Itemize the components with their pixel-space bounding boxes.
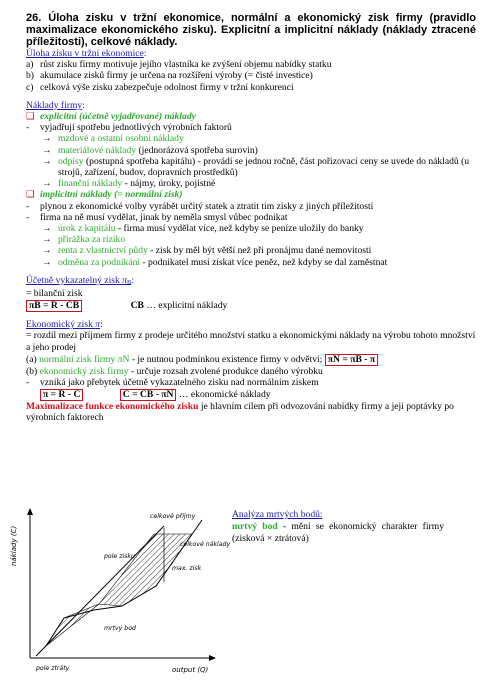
page-title: 26. Úloha zisku v tržní ekonomice, normální a ekonomický zisk firmy (pravidlo maximalizace ekonomického zisku). Explicitní a implicitní náklady (náklady ztracené příležitosti), celkové náklady. (26, 12, 476, 48)
breakeven-label: mrtvý bod (104, 625, 136, 632)
implicit-title: ❑ implicitní náklady (= normální zisk) (26, 189, 183, 201)
arrow-icon: → (42, 256, 52, 268)
list-item: → mzdové a ostatní osobní náklady (42, 133, 184, 145)
arrow-icon: → (42, 144, 52, 156)
breakeven-chart-svg (4, 506, 231, 678)
formula-box: π = R - C (40, 389, 83, 401)
arrow-icon: → (42, 155, 52, 167)
max-profit-label: max. zisk (172, 565, 202, 572)
uloha-section: Úloha zisku v tržní ekonomice: a) růst zisku firmy motivuje jejího vlastníka ke zvýšení objemu nabídky statku b) akumulace zisků firmy je určena na rozšíření výroby (= čisté investice) c) celková výše zisku zabezpečuje odolnost firmy v tržní konkurenci (26, 48, 476, 93)
uloha-item: b) akumulace zisků firmy je určena na rozšíření výroby (= čisté investice) (26, 70, 313, 82)
cost-label: celkové náklady (180, 541, 231, 548)
revenue-label: celkové příjmy (150, 513, 196, 520)
ucetni-section: Účetně vykazatelný zisk πB: = bilanční zisk πB = R - CB CB … explicitní náklady (26, 274, 228, 312)
loss-area-label: pole ztráty (36, 665, 70, 672)
uloha-heading: Úloha zisku v tržní ekonomice (26, 48, 144, 59)
uloha-item: c) celková výše zisku zabezpečuje odolnost firmy v tržní konkurenci (26, 81, 294, 93)
x-axis-label: output (Q) (172, 666, 209, 674)
arrow-icon: → (42, 133, 52, 145)
list-item: → renta z vlastnictví půdy - zisk by měl být větší než při pronájmu dané nemovitosti (42, 245, 372, 257)
analyza-section: Analýza mrtvých bodů: mrtvý bod - mění se ekonomický charakter firmy (zisková × ztrátová) (232, 509, 444, 544)
profit-area-label: pole zisku (104, 553, 135, 560)
document-page (26, 12, 476, 424)
ekon-section: Ekonomický zisk π: = rozdíl mezi příjmem firmy z prodeje určitého množství statku a ekonomickými náklady na výrobu tohoto množství a jeho prodej (a) normální zisk firmy πN - je nutnou podmínkou existence firmy v odvětví; πN = πB - π (b) ekonomický zisk firmy - určuje rozsah zvolené produkce daného výrobku - vzniká jako přebytek účetně vykazatelného zisku nad normálním ziskem π = R - C C = CB - πN … ekonomické náklady Maximalizace funkce ekonomického zisku je hlavním cílem při odvozování nabídky firmy a její poptávky po výrobních faktorech (26, 319, 476, 424)
uloha-item: a) růst zisku firmy motivuje jejího vlastníka ke zvýšení objemu nabídky statku (26, 59, 332, 71)
explicit-title: ❑ explicitní (účetně vyjadřované) náklady (26, 111, 196, 123)
ucetni-heading: Účetně vykazatelný zisk πB (26, 274, 132, 286)
list-item: → přirážka za riziko (42, 234, 126, 246)
checkbox-bullet-icon: ❑ (26, 111, 35, 123)
arrow-icon: → (42, 223, 52, 235)
formula-box: πB = R - CB (26, 300, 82, 312)
y-axis-label: náklady (C) (10, 525, 18, 566)
list-item: → odpisy (postupná spotřeba kapitálu) - provádí se jednou ročně, část pořizovací ceny se uvede do nákladů (u strojů, zařízení, budov, dopravních prostředků) (42, 155, 470, 179)
list-item: → úrok z kapitálu - firma musí vydělat více, než kdyby se peníze uložily do banky (42, 223, 364, 235)
checkbox-bullet-icon: ❑ (26, 189, 35, 201)
arrow-icon: → (42, 178, 52, 190)
breakeven-chart (4, 506, 231, 678)
arrow-icon: → (42, 234, 52, 246)
x-axis-arrow (209, 655, 216, 661)
formula-box: C = CB - πN (120, 389, 177, 401)
naklady-section: Náklady firmy: ❑ explicitní (účetně vyjadřované) náklady - vyjadřují spotřebu jednotlivých výrobních faktorů → mzdové a ostatní osobní náklady → materiálové náklady (jednorázová spotřeba surovin) → odpisy (postupná spotřeba kapitálu) - provádí se jednou ročně, část pořizovací ceny se uvede do nákladů (u strojů, zařízení, budov, dopravních prostředků) → finanční náklady - nájmy, úroky, pojistné ❑ implicitní náklady (= normální zisk) - plynou z ekonomické volby vyrábět určitý statek a ztratit tím zisky z jiných příležitostí - firma na ně musí vydělat, jinak by neměla smysl vůbec podnikat → úrok z kapitálu - firma musí vydělat více, než kdyby se peníze uložily do banky → přirážka za riziko → renta z vlastnictví půdy - zisk by měl být větší než při pronájmu dané nemovitosti → odměna za podnikání - podnikatel musí získat více peněz, než kdyby se dal zaměstnat (26, 100, 476, 268)
list-item: → finanční náklady - nájmy, úroky, pojistné (42, 178, 216, 190)
analyza-heading: Analýza mrtvých bodů: (232, 509, 323, 520)
naklady-heading: Náklady firmy (26, 99, 83, 111)
list-item: → odměna za podnikání - podnikatel musí získat více peněz, než kdyby se dal zaměstnat (42, 256, 388, 268)
y-axis-arrow (27, 508, 33, 515)
list-item: → materiálové náklady (jednorázová spotřeba surovin) (42, 144, 258, 156)
ekon-heading: Ekonomický zisk π (26, 319, 101, 331)
formula-box: πN = πB - π (325, 354, 378, 366)
arrow-icon: → (42, 245, 52, 257)
